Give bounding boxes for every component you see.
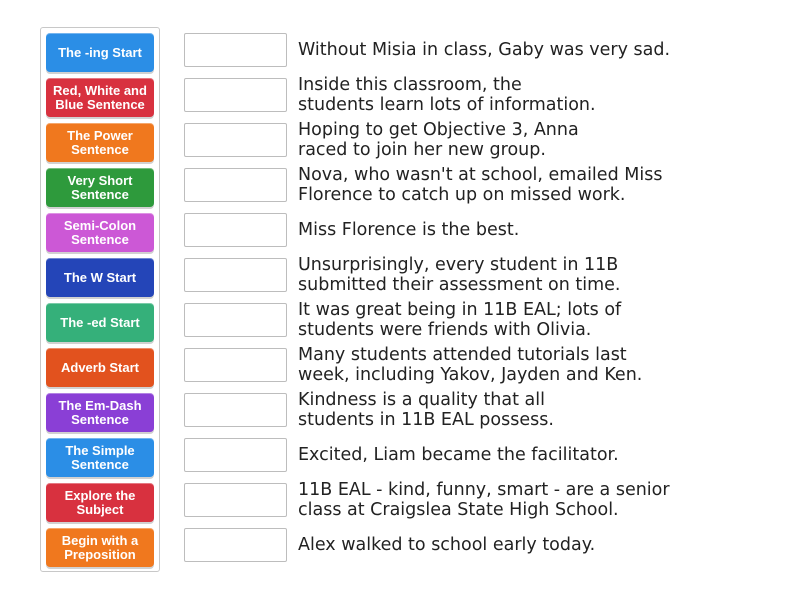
drop-zone[interactable]: [184, 78, 287, 112]
sentence-text: [298, 389, 698, 431]
sentence-line: class at Craigslea State High School.: [298, 500, 619, 520]
sentence-line: 11B EAL - kind, funny, smart - are a senior: [298, 480, 670, 500]
answer-tile[interactable]: The -ing Start: [46, 33, 154, 72]
answer-tile[interactable]: The Power Sentence: [46, 123, 154, 162]
sentence-text: [298, 254, 698, 296]
answer-tile[interactable]: Adverb Start: [46, 348, 154, 387]
sentence-text: [298, 479, 698, 521]
drop-zone[interactable]: [184, 168, 287, 202]
sentence-line: Kindness is a quality that all: [298, 390, 545, 410]
drop-zone[interactable]: [184, 123, 287, 157]
drop-zone[interactable]: [184, 393, 287, 427]
sentence-line: Many students attended tutorials last: [298, 345, 627, 365]
answer-tile[interactable]: Red, White and Blue Sentence: [46, 78, 154, 117]
answer-tile[interactable]: The -ed Start: [46, 303, 154, 342]
sentence-line: Without Misia in class, Gaby was very sad.: [298, 40, 671, 60]
drop-zone[interactable]: [184, 438, 287, 472]
sentence-line: Nova, who wasn't at school, emailed Miss: [298, 165, 663, 185]
answer-tile[interactable]: Semi-Colon Sentence: [46, 213, 154, 252]
sentence-text: [298, 434, 698, 476]
sentence-line: Miss Florence is the best.: [298, 220, 520, 240]
sentence-line: students in 11B EAL possess.: [298, 410, 554, 430]
sentence-line: Excited, Liam became the facilitator.: [298, 445, 619, 465]
drop-zone[interactable]: [184, 303, 287, 337]
drop-zone[interactable]: [184, 348, 287, 382]
answer-tile[interactable]: The Em-Dash Sentence: [46, 393, 154, 432]
drop-zone[interactable]: [184, 258, 287, 292]
answer-tile[interactable]: Explore the Subject: [46, 483, 154, 522]
sentence-line: students were friends with Olivia.: [298, 320, 592, 340]
sentence-line: Florence to catch up on missed work.: [298, 185, 626, 205]
sentence-text: [298, 299, 698, 341]
answer-tile[interactable]: The W Start: [46, 258, 154, 297]
sentence-line: submitted their assessment on time.: [298, 275, 621, 295]
sentence-text: [298, 29, 698, 71]
answer-tile[interactable]: Begin with a Preposition: [46, 528, 154, 567]
sentence-text: [298, 344, 698, 386]
sentence-line: students learn lots of information.: [298, 95, 596, 115]
drop-zone[interactable]: [184, 528, 287, 562]
sentence-line: Alex walked to school early today.: [298, 535, 596, 555]
sentence-line: week, including Yakov, Jayden and Ken.: [298, 365, 643, 385]
answer-tile[interactable]: The Simple Sentence: [46, 438, 154, 477]
drop-zone[interactable]: [184, 213, 287, 247]
sentence-line: raced to join her new group.: [298, 140, 546, 160]
sentence-text: [298, 119, 698, 161]
sentence-text: [298, 74, 698, 116]
sentence-text: [298, 209, 698, 251]
sentence-line: Unsurprisingly, every student in 11B: [298, 255, 619, 275]
sentence-text: [298, 524, 698, 566]
sentence-line: It was great being in 11B EAL; lots of: [298, 300, 622, 320]
drop-zone[interactable]: [184, 483, 287, 517]
drop-zone[interactable]: [184, 33, 287, 67]
sentence-line: Hoping to get Objective 3, Anna: [298, 120, 579, 140]
sentence-text: [298, 164, 698, 206]
sentence-line: Inside this classroom, the: [298, 75, 522, 95]
answer-tile[interactable]: Very Short Sentence: [46, 168, 154, 207]
